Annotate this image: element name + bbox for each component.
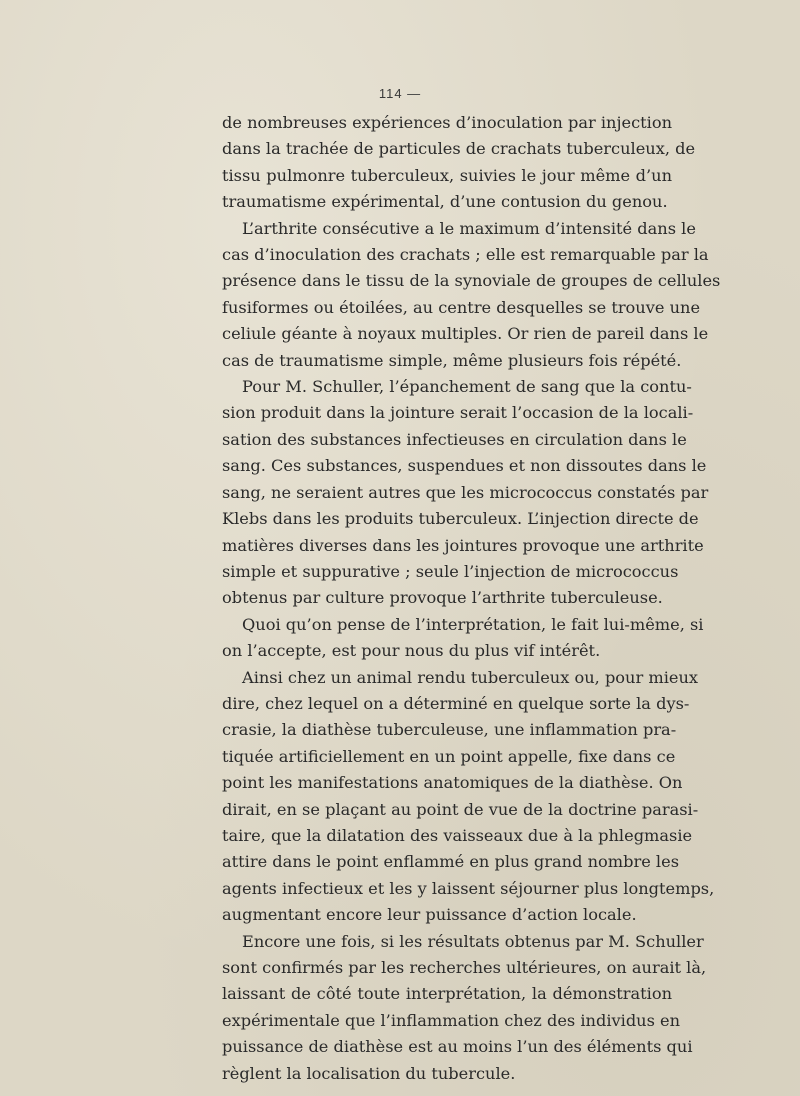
text-line: traumatisme expérimental, d’une contusion du genou. [222, 192, 668, 212]
text-line: de nombreuses expériences d’inoculation par injection [222, 113, 672, 132]
text-line: dirait, en se plaçant au point de vue de la doctrine parasi- [222, 799, 699, 819]
text-line: agents infectieux et les y laissent séjourner plus longtemps, [222, 878, 715, 898]
text-line: fusiformes ou étoilées, au centre desquelles se trouve une [222, 297, 701, 317]
text-line: Klebs dans les produits tuberculeux. L’injection directe de [222, 509, 699, 529]
text-line: sang. Ces substances, suspendues et non dissoutes dans le [222, 456, 707, 476]
text-line: sation des substances infectieuses en circulation dans le [222, 429, 687, 449]
text-line: expérimentale que l’inflammation chez des individus en [222, 1010, 681, 1030]
text-line: obtenus par culture provoque l’arthrite tuberculeuse. [222, 588, 663, 608]
text-line: Quoi qu’on pense de l’interprétation, le fait lui-même, si [242, 614, 704, 634]
text-line: taire, que la dilatation des vaisseaux due à la phlegmasie [222, 825, 693, 845]
text-line: sont confirmés par les recherches ultérieures, on aurait là, [222, 958, 707, 977]
text-line: dire, chez lequel on a déterminé en quelque sorte la dys- [222, 693, 690, 713]
page-number: 114 — [378, 86, 422, 101]
text-line: tissu pulmonre tuberculeux, suivies le jour même d’un [222, 165, 672, 185]
body-text [222, 110, 721, 1087]
text-line: sang, ne seraient autres que les micrococcus constatés par [222, 482, 709, 502]
text-line: Encore une fois, si les résultats obtenus par M. Schuller [242, 931, 704, 951]
text-line: simple et suppurative ; seule l’injection de micrococcus [222, 561, 679, 581]
text-line: on l’accepte, est pour nous du plus vif intérêt. [222, 641, 601, 661]
text-line: laissant de côté toute interprétation, la démonstration [222, 984, 672, 1004]
text-line: dans la trachée de particules de crachats tuberculeux, de [222, 139, 696, 159]
text-line: Ainsi chez un animal rendu tuberculeux ou, pour mieux [242, 667, 699, 687]
text-line: puissance de diathèse est au moins l’un des éléments qui [222, 1037, 693, 1057]
text-line: présence dans le tissu de la synoviale de groupes de cellules [222, 271, 721, 291]
text-line: cas d’inoculation des crachats ; elle est remarquable par la [222, 245, 709, 265]
text-line: crasie, la diathèse tuberculeuse, une inflammation pra- [222, 720, 677, 740]
text-line: règlent la localisation du tubercule. [222, 1063, 516, 1083]
text-line: point les manifestations anatomiques de la diathèse. On [222, 773, 683, 793]
text-line: tiquée artificiellement en un point appelle, fixe dans ce [222, 746, 676, 766]
text-line: cas de traumatisme simple, même plusieurs fois répété. [222, 350, 682, 370]
text-line: celiule géante à noyaux multiples. Or rien de pareil dans le [222, 324, 709, 344]
text-line: matières diverses dans les jointures provoque une arthrite [222, 535, 704, 555]
text-line: augmentant encore leur puissance d’action locale. [222, 905, 637, 925]
text-line: Pour M. Schuller, l’épanchement de sang que la contu- [242, 377, 692, 397]
text-line: sion produit dans la jointure serait l’occasion de la locali- [222, 403, 694, 423]
text-line: L’arthrite consécutive a le maximum d’intensité dans le [242, 218, 696, 238]
text-line: attire dans le point enflammé en plus grand nombre les [222, 852, 679, 872]
